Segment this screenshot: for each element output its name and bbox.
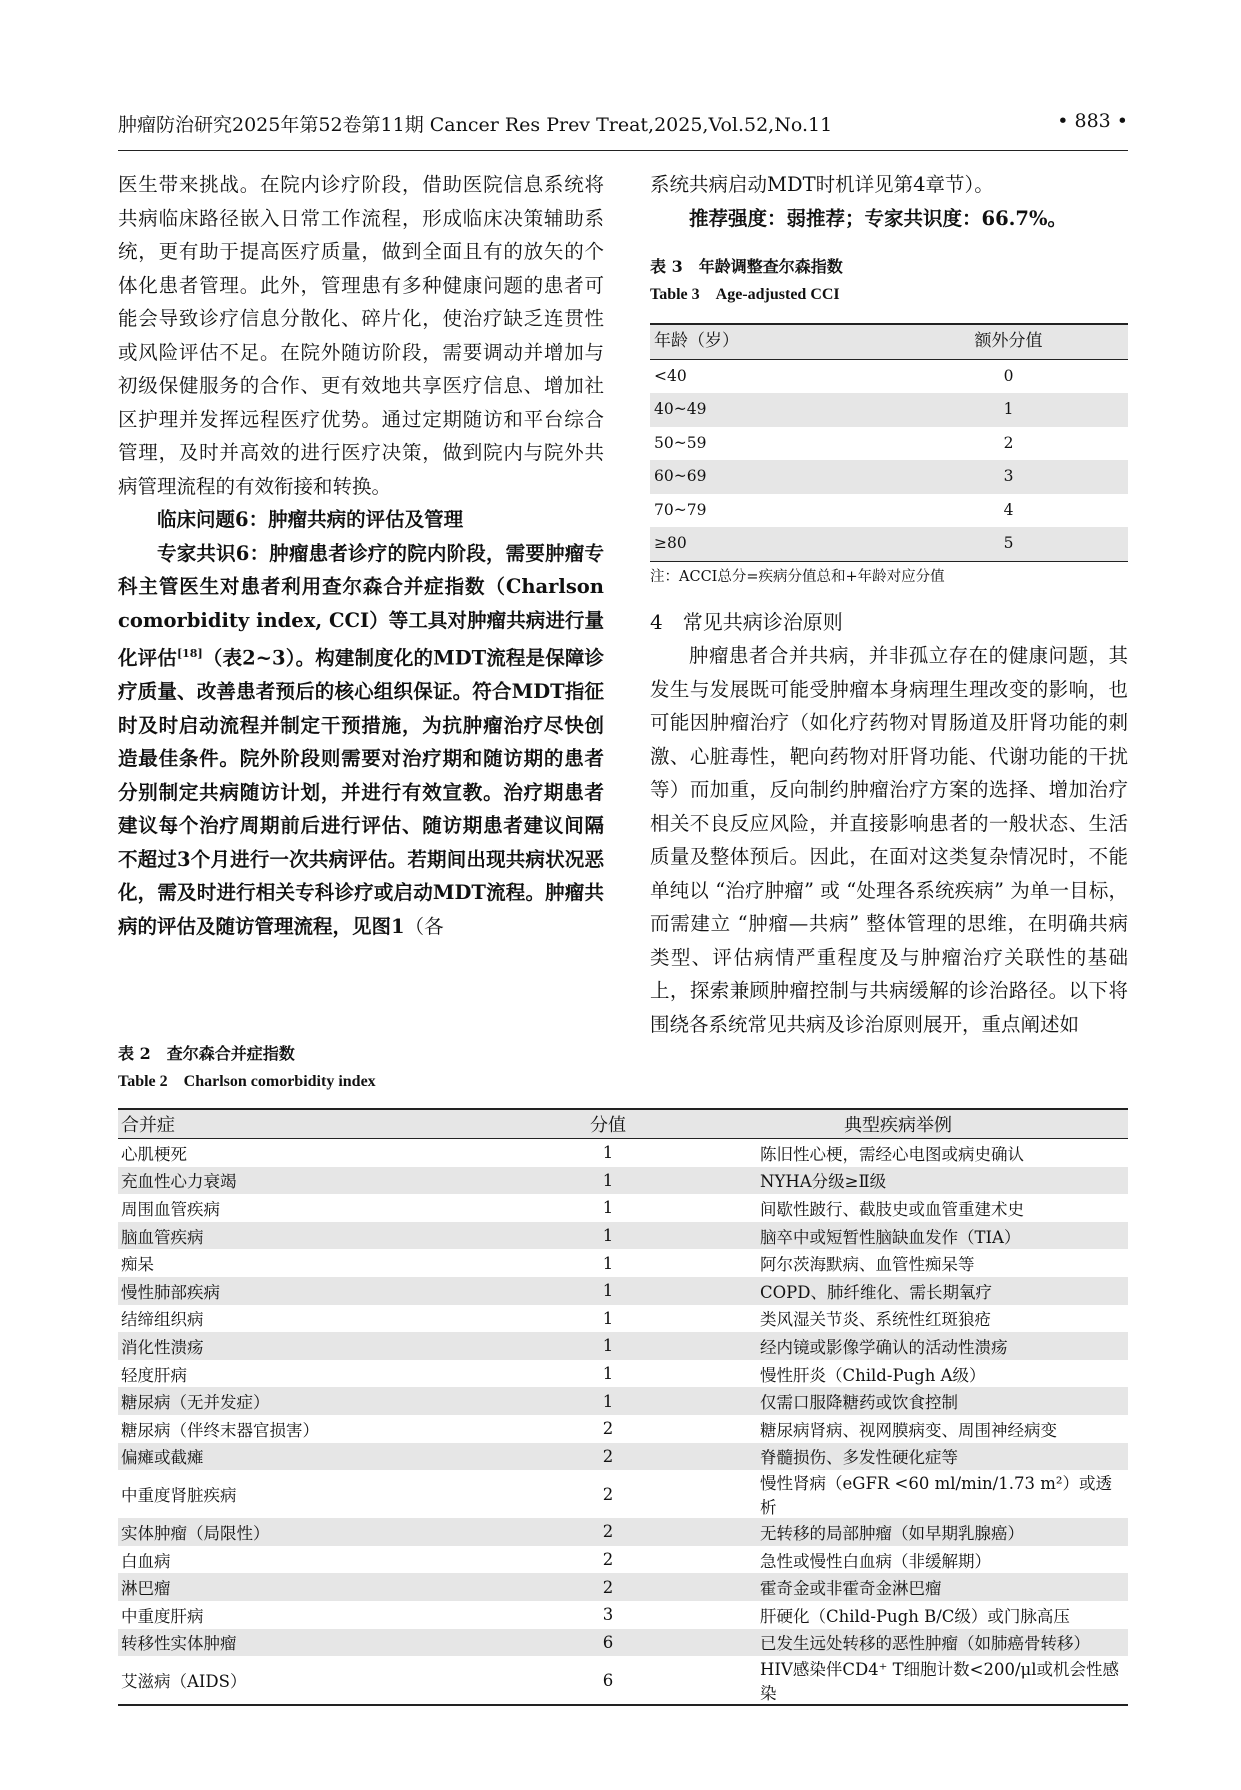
age-cell: <40 xyxy=(654,366,687,385)
table2-header-comorbidity: 合并症 xyxy=(118,1109,548,1139)
score-cell: 2 xyxy=(548,1518,668,1546)
score-cell: 3 xyxy=(602,1605,614,1625)
example-cell: 慢性肝炎（Child-Pugh A级） xyxy=(760,1365,986,1385)
comorbidity-cell: 消化性溃疡 xyxy=(118,1332,548,1360)
table-row xyxy=(118,1332,1128,1360)
example-cell: 肝硬化（Child-Pugh B/C级）或门脉高压 xyxy=(760,1606,1070,1626)
example-cell: 阿尔茨海默病、血管性痴呆等 xyxy=(760,1255,975,1275)
table-row xyxy=(118,1305,1128,1333)
example-cell: 无转移的局部肿瘤（如早期乳腺癌） xyxy=(668,1518,1128,1546)
table2-charlson-index xyxy=(118,1108,1128,1706)
comorbidity-cell: 慢性肺部疾病 xyxy=(118,1277,548,1305)
table-row xyxy=(118,1601,1128,1629)
clinical-question-heading: 临床问题6：肿瘤共病的评估及管理 xyxy=(157,508,464,531)
comorbidity-cell: 艾滋病（AIDS） xyxy=(118,1656,548,1705)
score-cell: 6 xyxy=(548,1656,668,1705)
table2-header-row xyxy=(118,1109,1128,1139)
example-cell: 急性或慢性白血病（非缓解期） xyxy=(760,1551,991,1571)
table-row xyxy=(650,527,1128,561)
score-cell: 2 xyxy=(1003,433,1014,452)
table-row xyxy=(650,460,1128,494)
table2-header-score: 分值 xyxy=(548,1109,668,1139)
table2-header-examples: 典型疾病举例 xyxy=(668,1109,1128,1139)
score-cell: 2 xyxy=(602,1419,614,1439)
right-column xyxy=(650,168,1128,1041)
age-cell: 50~59 xyxy=(654,433,707,452)
paragraph-continued: 医生带来挑战。在院内诊疗阶段，借助医院信息系统将共病临床路径嵌入日常工作流程，形成临床决策辅助系统，更有助于提高医疗质量，做到全面且有的放矢的个体化患者管理。此外，管理患有多种健康问题的患者可能会导致诊疗信息分散化、碎片化，使治疗缺乏连贯性或风险评估不足。在院外随访阶段，需要调动并增加与初级保健服务的合作、更有效地共享医疗信息、增加社区护理并发挥远程医疗优势。通过定期随访和平台综合管理，及时并高效的进行医疗决策，做到院内与院外共病管理流程的有效衔接和转换。 xyxy=(118,173,604,498)
example-cell: 脑卒中或短暂性脑缺血发作（TIA） xyxy=(668,1222,1128,1250)
example-cell: 脊髓损伤、多发性硬化症等 xyxy=(668,1443,1128,1471)
age-cell: 40~49 xyxy=(650,393,889,427)
table3-header-age: 年龄（岁） xyxy=(650,324,889,359)
comorbidity-cell: 痴呆 xyxy=(121,1255,154,1275)
table3-header-score: 额外分值 xyxy=(889,324,1128,359)
running-header xyxy=(118,106,1128,151)
table-row xyxy=(118,1194,1128,1222)
table-row xyxy=(118,1167,1128,1195)
consensus-text-b: （表2~3）。构建制度化的MDT流程是保障诊疗质量、改善患者预后的核心组织保证。符合MDT指征时及时启动流程并制定干预措施，为抗肿瘤治疗尽快创造最佳条件。院外阶段则需要对治疗期和随访期的患者分别制定共病随访计划，并进行有效宣教。治疗期患者建议每个治疗周期前后进行评估、随访期患者建议间隔不超过3个月进行一次共病评估。若期间出现共病状况恶化，需及时进行相关专科诊疗或启动MDT流程。肿瘤共病的评估及随访管理流程，见图1 xyxy=(118,646,604,938)
comorbidity-cell: 周围血管疾病 xyxy=(121,1199,220,1219)
table-row xyxy=(118,1470,1128,1518)
table-row xyxy=(650,359,1128,393)
recommendation-line: 推荐强度：弱推荐；专家共识度：66.7%。 xyxy=(689,206,1068,230)
example-cell: 经内镜或影像学确认的活动性溃疡 xyxy=(668,1332,1128,1360)
table-row xyxy=(118,1139,1128,1167)
score-cell: 1 xyxy=(602,1253,614,1273)
citation-ref[interactable]: [18] xyxy=(176,647,203,660)
score-cell: 2 xyxy=(548,1443,668,1471)
score-cell: 1 xyxy=(548,1277,668,1305)
table-row xyxy=(118,1415,1128,1443)
table-row xyxy=(118,1573,1128,1601)
consensus-text-a: 专家共识6：肿瘤患者诊疗的院内阶段，需要肿瘤专科主管医生对患者利用查尔森合并症指数（Charlson comorbidity index, CCI）等工具对肿瘤共病进行量化评估 xyxy=(118,541,604,670)
table-row xyxy=(118,1387,1128,1415)
table-row xyxy=(118,1360,1128,1388)
score-cell: 1 xyxy=(602,1364,614,1384)
score-cell: 0 xyxy=(1003,366,1014,385)
consensus-tail: （各 xyxy=(404,914,444,938)
comorbidity-cell: 实体肿瘤（局限性） xyxy=(118,1518,548,1546)
comorbidity-cell: 白血病 xyxy=(121,1551,171,1571)
score-cell: 1 xyxy=(602,1143,614,1163)
table-row xyxy=(650,393,1128,427)
score-cell: 2 xyxy=(548,1573,668,1601)
comorbidity-cell: 转移性实体肿瘤 xyxy=(118,1629,548,1657)
section4-heading: 4 常见共病诊治原则 xyxy=(650,609,843,634)
table-row xyxy=(118,1629,1128,1657)
comorbidity-cell: 偏瘫或截瘫 xyxy=(118,1443,548,1471)
example-cell: COPD、肺纤维化、需长期氧疗 xyxy=(668,1277,1128,1305)
example-cell: 慢性肾病（eGFR <60 ml/min/1.73 m²）或透析 xyxy=(760,1474,1112,1518)
table3-caption-cn: 表 3 年龄调整查尔森指数 xyxy=(650,257,843,276)
table2-caption-en: Table 2 Charlson comorbidity index xyxy=(118,1073,376,1090)
table-row xyxy=(118,1518,1128,1546)
comorbidity-cell: 淋巴瘤 xyxy=(118,1573,548,1601)
age-cell: ≥80 xyxy=(650,527,889,561)
paragraph-continued-right: 系统共病启动MDT时机详见第4章节）。 xyxy=(650,173,994,196)
table3-note: 注：ACCI总分=疾病分值总和+年龄对应分值 xyxy=(650,568,945,585)
table3-header-row xyxy=(650,324,1128,359)
comorbidity-cell: 心肌梗死 xyxy=(121,1144,187,1164)
table3-block xyxy=(650,253,1128,588)
example-cell: 已发生远处转移的恶性肿瘤（如肺癌骨转移） xyxy=(668,1629,1128,1657)
example-cell: 陈旧性心梗，需经心电图或病史确认 xyxy=(760,1144,1024,1164)
table-row xyxy=(650,494,1128,528)
score-cell: 4 xyxy=(1003,500,1014,519)
example-cell: 间歇性跛行、截肢史或血管重建术史 xyxy=(760,1199,1024,1219)
score-cell: 1 xyxy=(889,393,1128,427)
score-cell: 1 xyxy=(548,1387,668,1415)
score-cell: 1 xyxy=(602,1198,614,1218)
score-cell: 2 xyxy=(602,1484,614,1504)
score-cell: 2 xyxy=(602,1550,614,1570)
comorbidity-cell: 结缔组织病 xyxy=(121,1310,204,1330)
example-cell: NYHA分级≥Ⅱ级 xyxy=(668,1167,1128,1195)
journal-citation: 肿瘤防治研究2025年第52卷第11期 Cancer Res Prev Treat,2025,Vol.52,No.11 xyxy=(118,114,833,136)
score-cell: 1 xyxy=(548,1222,668,1250)
score-cell: 3 xyxy=(889,460,1128,494)
comorbidity-cell: 糖尿病（伴终末器官损害） xyxy=(121,1420,319,1440)
score-cell: 1 xyxy=(548,1332,668,1360)
comorbidity-cell: 中重度肝病 xyxy=(121,1606,204,1626)
comorbidity-cell: 糖尿病（无并发症） xyxy=(118,1387,548,1415)
example-cell: 糖尿病肾病、视网膜病变、周围神经病变 xyxy=(760,1420,1057,1440)
table-row xyxy=(118,1546,1128,1574)
left-column xyxy=(118,168,604,943)
table2-caption-cn: 表 2 查尔森合并症指数 xyxy=(118,1044,295,1063)
comorbidity-cell: 轻度肝病 xyxy=(121,1365,187,1385)
score-cell: 1 xyxy=(548,1167,668,1195)
example-cell: 类风湿关节炎、系统性红斑狼疮 xyxy=(760,1310,991,1330)
comorbidity-cell: 充血性心力衰竭 xyxy=(118,1167,548,1195)
table2-body xyxy=(118,1139,1128,1706)
expert-consensus-paragraph xyxy=(118,537,604,944)
score-cell: 1 xyxy=(602,1308,614,1328)
table-row xyxy=(118,1656,1128,1705)
comorbidity-cell: 脑血管疾病 xyxy=(118,1222,548,1250)
example-cell: HIV感染伴CD4⁺ T细胞计数<200/μl或机会性感染 xyxy=(668,1656,1128,1705)
age-cell: 70~79 xyxy=(654,500,707,519)
page-number: • 883 • xyxy=(1057,110,1128,132)
table-row xyxy=(118,1443,1128,1471)
score-cell: 5 xyxy=(889,527,1128,561)
example-cell: 仅需口服降糖药或饮食控制 xyxy=(668,1387,1128,1415)
table2-block xyxy=(118,1040,1128,1706)
age-cell: 60~69 xyxy=(650,460,889,494)
table-row xyxy=(118,1222,1128,1250)
example-cell: 霍奇金或非霍奇金淋巴瘤 xyxy=(668,1573,1128,1601)
comorbidity-cell: 中重度肾脏疾病 xyxy=(121,1486,237,1506)
table-row xyxy=(650,427,1128,461)
table3-age-adjusted-cci xyxy=(650,323,1128,562)
section4-paragraph: 肿瘤患者合并共病，并非孤立存在的健康问题，其发生与发展既可能受肿瘤本身病理生理改变的影响，也可能因肿瘤治疗（如化疗药物对胃肠道及肝肾功能的刺激、心脏毒性，靶向药物对肝肾功能、代谢功能的干扰等）而加重，反向制约肿瘤治疗方案的选择、增加治疗相关不良反应风险，并直接影响患者的一般状态、生活质量及整体预后。因此，在面对这类复杂情况时，不能单纯以 “治疗肿瘤” 或 “处理各系统疾病” 为单一目标，而需建立 “肿瘤—共病” 整体管理的思维，在明确共病类型、评估病情严重程度及与肿瘤治疗关联性的基础上，探索兼顾肿瘤控制与共病缓解的诊治路径。以下将围绕各系统常见共病及诊治原则展开，重点阐述如 xyxy=(650,644,1128,1036)
score-cell: 6 xyxy=(548,1629,668,1657)
table-row xyxy=(118,1249,1128,1277)
table3-caption-en: Table 3 Age-adjusted CCI xyxy=(650,286,840,303)
table-row xyxy=(118,1277,1128,1305)
